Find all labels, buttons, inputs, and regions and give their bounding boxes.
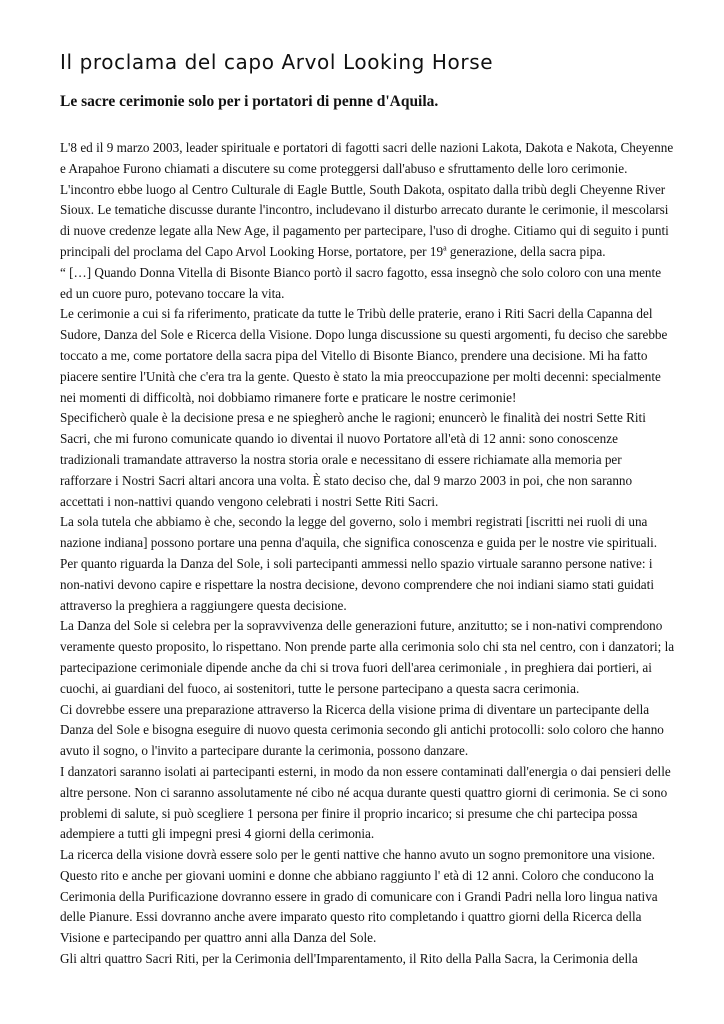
paragraph: La Danza del Sole si celebra per la sopravvivenza delle generazioni future, anzitutto; se i non-nativi comprendono veramente questo proposito, lo rispettano. Non prende parte alla cerimonia solo chi sta nel centro, con i danzatori; la partecipazione cerimoniale dipende anche da chi si trova fuori dell'area cerimoniale , in preghiera dai portieri, ai cuochi, ai guardiani del fuoco, ai sostenitori, tutte le persone partecipano a questa sacra cerimonia. <box>60 618 675 696</box>
paragraph: Gli altri quattro Sacri Riti, per la Cerimonia dell'Imparentamento, il Rito della Palla Sacra, la Cerimonia della <box>60 951 638 967</box>
ordinal-superscript: a <box>443 243 447 253</box>
paragraph: Specificherò quale è la decisione presa e ne spiegherò anche le ragioni; enuncerò le finalità dei nostri Sette Riti Sacri, che mi furono comunicate quando io diventai il nuovo Portatore all'età di 12 anni: sono conoscenze tradizionali tramandate attraverso la nostra storia orale e necessitano di essere richiamate alla memoria per rafforzare i Nostri Sacri altari ancora una volta. È stato deciso che, dal 9 marzo 2003 in poi, che non saranno accettati i non-nattivi quando vengono celebrati i nostri Sette Riti Sacri. <box>60 410 646 509</box>
paragraph-intro <box>60 138 676 263</box>
paragraph: I danzatori saranno isolati ai partecipanti esterni, in modo da non essere contaminati dall'energia o dai pensieri delle altre persone. Non ci saranno assolutamente né cibo né acqua durante questi quattro giorni di cerimonia. Se ci sono problemi di salute, si può scegliere 1 persona per finire il proprio incarico; si presume che chi partecipa possa adempiere a tutti gli impegni presi 4 giorni della cerimonia. <box>60 763 671 842</box>
paragraph: “ […] Quando Donna Vitella di Bisonte Bianco portò il sacro fagotto, essa insegnò che solo coloro con una mente ed un cuore puro, potevano toccare la vita. <box>60 264 662 301</box>
paragraph-intro-tail: generazione, della sacra pipa. <box>446 243 606 259</box>
paragraph: Le cerimonie a cui si fa riferimento, praticate da tutte le Tribù delle praterie, erano i Riti Sacri della Capanna del Sudore, Danza del Sole e Ricerca della Visione. Dopo lunga discussione su questi argomenti, fu deciso che sarebbe toccato a me, come portatore della sacra pipa del Vitello di Bisonte Bianco, prendere una decisione. Mi ha fatto piacere sentire l'Unità che c'era tra la gente. Questo è stato la mia preoccupazione per molti decenni: specialmente nei momenti di difficoltà, noi dobbiamo rimanere forte e praticare le nostre cerimonie! <box>60 306 668 405</box>
document-title: Il proclama del capo Arvol Looking Horse <box>60 50 494 74</box>
paragraph-intro-text: L'8 ed il 9 marzo 2003, leader spirituale e portatori di fagotti sacri delle nazioni Lakota, Dakota e Nakota, Cheyenne e Arapahoe Furono chiamati a discutere su come proteggersi dall'abuso e sfruttamento delle loro cerimonie. L'incontro ebbe luogo al Centro Culturale di Eagle Buttle, South Dakota, ospitato dalla tribù degli Cheyenne River Sioux. Le tematiche discusse durante l'incontro, includevano il disturbo arrecato durante le cerimonie, il mescolarsi di nuove credenze legate alla New Age, il pagamento per partecipare, l'uso di droghe. Citiamo qui di seguito i punti principali del proclama del Capo Arvol Looking Horse, portatore, per 19 <box>60 140 674 259</box>
paragraph: Ci dovrebbe essere una preparazione attraverso la Ricerca della visione prima di diventare un partecipante della Danza del Sole e bisogna eseguire di nuovo questa cerimonia secondo gli antichi protocolli: solo coloro che hanno avuto il sogno, o l'invito a partecipare durante la cerimonia, possono danzare. <box>60 701 664 759</box>
document-body <box>60 138 676 970</box>
paragraph: La sola tutela che abbiamo è che, secondo la legge del governo, solo i membri registrati [iscritti nei ruoli di una nazione indiana] possono portare una penna d'aquila, che significa conoscenza e guida per le nostre vie spirituali. Per quanto riguarda la Danza del Sole, i soli partecipanti ammessi nello spazio virtuale saranno persone native: i non-nativi devono capire e rispettare la nostra decisione, devono comprendere che noi indiani siamo stati guidati attraverso la preghiera a raggiungere questa decisione. <box>60 514 658 613</box>
paragraph: La ricerca della visione dovrà essere solo per le genti nattive che hanno avuto un sogno premonitore una visione. Questo rito e anche per giovani uomini e donne che abbiano raggiunto l' età di 12 anni. Coloro che conducono la Cerimonia della Purificazione dovranno essere in grado di comunicare con i Grandi Padri nella loro lingua nativa delle Pianure. Essi dovranno anche avere imparato questo rito completando i quattro giorni della Ricerca della Visione e partecipando per quattro anni alla Danza del Sole. <box>60 847 658 946</box>
document-subtitle: Le sacre cerimonie solo per i portatori di penne d'Aquila. <box>60 93 439 110</box>
